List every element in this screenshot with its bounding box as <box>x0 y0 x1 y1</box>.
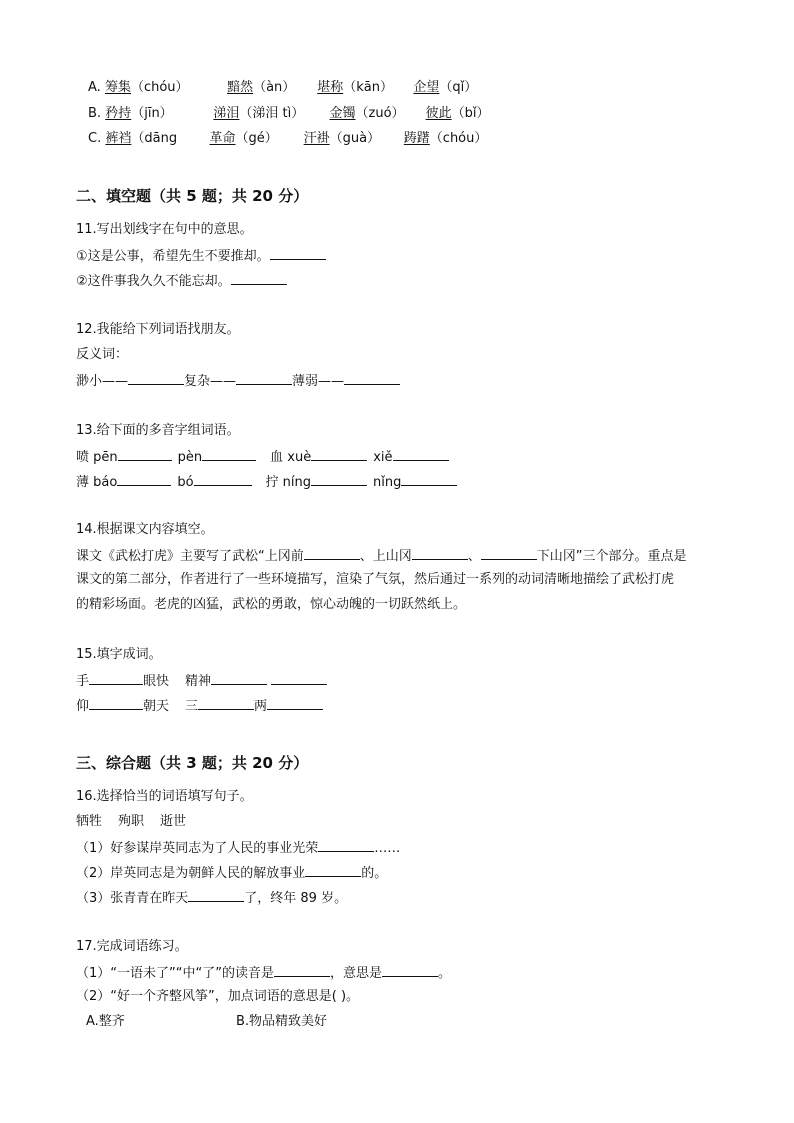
word: 汗褂 <box>303 131 330 146</box>
text: 。 <box>437 966 451 981</box>
answer-blank[interactable] <box>118 447 172 461</box>
answer-blank[interactable] <box>267 696 323 710</box>
pinyin: （àn） <box>253 80 296 95</box>
q17-item-1 <box>76 963 451 983</box>
option-row-c <box>88 130 487 148</box>
answer-blank[interactable] <box>401 472 457 486</box>
pinyin: （zuó） <box>355 106 405 121</box>
pinyin: （chóu） <box>130 80 189 95</box>
q16-choices <box>76 813 186 831</box>
pinyin: （bǐ） <box>451 106 490 121</box>
option-a[interactable]: A.整齐 <box>86 1014 125 1029</box>
answer-blank[interactable] <box>188 888 244 902</box>
q16-sentence-2 <box>76 863 387 883</box>
q11-stem: 11.写出划线字在句中的意思。 <box>76 222 253 237</box>
pinyin: （kān） <box>343 80 393 95</box>
answer-blank[interactable] <box>89 671 143 685</box>
answer-blank[interactable] <box>89 696 143 710</box>
word: 涕泪 <box>213 106 240 121</box>
choice-word: 牺牲 <box>76 814 103 829</box>
char: 精神 <box>185 674 212 689</box>
choice-word: 逝世 <box>160 814 187 829</box>
q12-sub: 反义词： <box>76 347 129 362</box>
answer-blank[interactable] <box>305 863 361 877</box>
text: （1）“一语未了”“中“了”的读音是 <box>76 966 274 981</box>
pinyin: （涕泪 tì） <box>239 106 305 121</box>
answer-blank[interactable] <box>128 371 184 385</box>
answer-blank[interactable] <box>271 671 327 685</box>
q11-line-1 <box>76 246 326 266</box>
word: 踌躇 <box>403 131 430 146</box>
pinyin: （guà） <box>329 131 381 146</box>
word: 复杂—— <box>184 374 237 389</box>
option-label: A. <box>88 80 101 95</box>
text: （2）岸英同志是为朝鲜人民的解放事业 <box>76 866 306 881</box>
answer-blank[interactable] <box>311 472 367 486</box>
pinyin: （jīn） <box>131 106 173 121</box>
q11-line-2 <box>76 271 287 291</box>
option-b[interactable]: B.物品精致美好 <box>236 1014 328 1029</box>
q13-row-2 <box>76 472 457 492</box>
sentence: ①这是公事，希望先生不要推却。 <box>76 249 270 264</box>
word: 堪称 <box>317 80 344 95</box>
q14-stem: 14.根据课文内容填空。 <box>76 522 214 537</box>
q12-antonyms <box>76 371 400 391</box>
pinyin: （gé） <box>235 131 278 146</box>
answer-blank[interactable] <box>198 696 254 710</box>
char: 手 <box>76 674 90 689</box>
word: 黯然 <box>227 80 254 95</box>
option-row-a <box>88 79 477 97</box>
q15-row-1 <box>76 671 327 691</box>
q16-stem: 16.选择恰当的词语填写句子。 <box>76 789 253 804</box>
answer-blank[interactable] <box>117 472 171 486</box>
pinyin-cue: 薄 báo <box>76 475 118 490</box>
word: 金镯 <box>329 106 356 121</box>
section-title-comprehensive: 三、综合题（共 3 题；共 20 分） <box>76 754 309 772</box>
answer-blank[interactable] <box>311 447 367 461</box>
text: 课文《武松打虎》主要写了武松“上冈前 <box>76 549 304 564</box>
char: 三 <box>185 699 199 714</box>
word: 渺小—— <box>76 374 129 389</box>
pinyin-cue: 拧 níng <box>265 475 312 490</box>
choice-word: 殉职 <box>118 814 145 829</box>
answer-blank[interactable] <box>236 371 292 385</box>
pinyin: （chóu） <box>429 131 488 146</box>
q14-line-1 <box>76 546 687 566</box>
sentence: ②这件事我久久不能忘却。 <box>76 274 231 289</box>
pinyin-cue: xiě <box>373 450 393 465</box>
answer-blank[interactable] <box>344 371 400 385</box>
word: 筹集 <box>104 80 131 95</box>
pinyin: （dāng <box>131 131 178 146</box>
q13-row-1 <box>76 447 449 467</box>
option-row-b <box>88 105 490 123</box>
answer-blank[interactable] <box>274 963 330 977</box>
word: 裤裆 <box>105 131 132 146</box>
text: 、上山冈 <box>359 549 412 564</box>
q14-line-2: 课文的第二部分，作者进行了一些环境描写，渲染了气氛，然后通过一系列的动词清晰地描绘了武松打虎 <box>76 572 675 587</box>
pinyin: （qǐ） <box>439 80 478 95</box>
q17-stem: 17.完成词语练习。 <box>76 939 188 954</box>
text: （3）张青青在昨天 <box>76 891 189 906</box>
pinyin-cue: bó <box>177 475 194 490</box>
answer-blank[interactable] <box>318 838 374 852</box>
word: 矜持 <box>105 106 132 121</box>
pinyin-cue: 血 xuè <box>270 450 312 465</box>
answer-blank[interactable] <box>481 546 537 560</box>
text: 了，终年 89 岁。 <box>244 891 348 906</box>
answer-blank[interactable] <box>231 271 287 285</box>
text: 的。 <box>361 866 388 881</box>
pinyin-cue: nǐng <box>373 475 402 490</box>
option-label: B. <box>88 106 102 121</box>
q17-item-2: （2）“好一个齐整风筝”，加点词语的意思是( )。 <box>76 989 360 1004</box>
q14-line-3: 的精彩场面。老虎的凶猛，武松的勇敢，惊心动魄的一切跃然纸上。 <box>76 597 467 612</box>
option-label: C. <box>88 131 102 146</box>
text: 、 <box>467 549 481 564</box>
char: 眼快 <box>143 674 170 689</box>
word: 薄弱—— <box>292 374 345 389</box>
q15-stem: 15.填字成词。 <box>76 647 162 662</box>
answer-blank[interactable] <box>211 671 267 685</box>
answer-blank[interactable] <box>270 246 326 260</box>
answer-blank[interactable] <box>393 447 449 461</box>
text: …… <box>374 841 401 856</box>
q17-options <box>86 1013 327 1031</box>
word: 革命 <box>209 131 236 146</box>
pinyin-cue: pèn <box>177 450 203 465</box>
char: 两 <box>254 699 268 714</box>
section-title-fill-blank: 二、填空题（共 5 题；共 20 分） <box>76 187 309 205</box>
q16-sentence-1 <box>76 838 400 858</box>
q15-row-2 <box>76 696 323 716</box>
char: 朝天 <box>143 699 170 714</box>
text: （1）好参谋岸英同志为了人民的事业光荣 <box>76 841 319 856</box>
answer-blank[interactable] <box>202 447 256 461</box>
char: 仰 <box>76 699 90 714</box>
text: 下山冈”三个部分。重点是 <box>536 549 687 564</box>
pinyin-cue: 喷 pēn <box>76 450 118 465</box>
text: ，意思是 <box>329 966 382 981</box>
q16-sentence-3 <box>76 888 347 908</box>
answer-blank[interactable] <box>382 963 438 977</box>
answer-blank[interactable] <box>304 546 360 560</box>
q13-stem: 13.给下面的多音字组词语。 <box>76 423 240 438</box>
word: 彼此 <box>425 106 452 121</box>
word: 企望 <box>413 80 440 95</box>
answer-blank[interactable] <box>412 546 468 560</box>
answer-blank[interactable] <box>194 472 252 486</box>
q12-stem: 12.我能给下列词语找朋友。 <box>76 322 240 337</box>
